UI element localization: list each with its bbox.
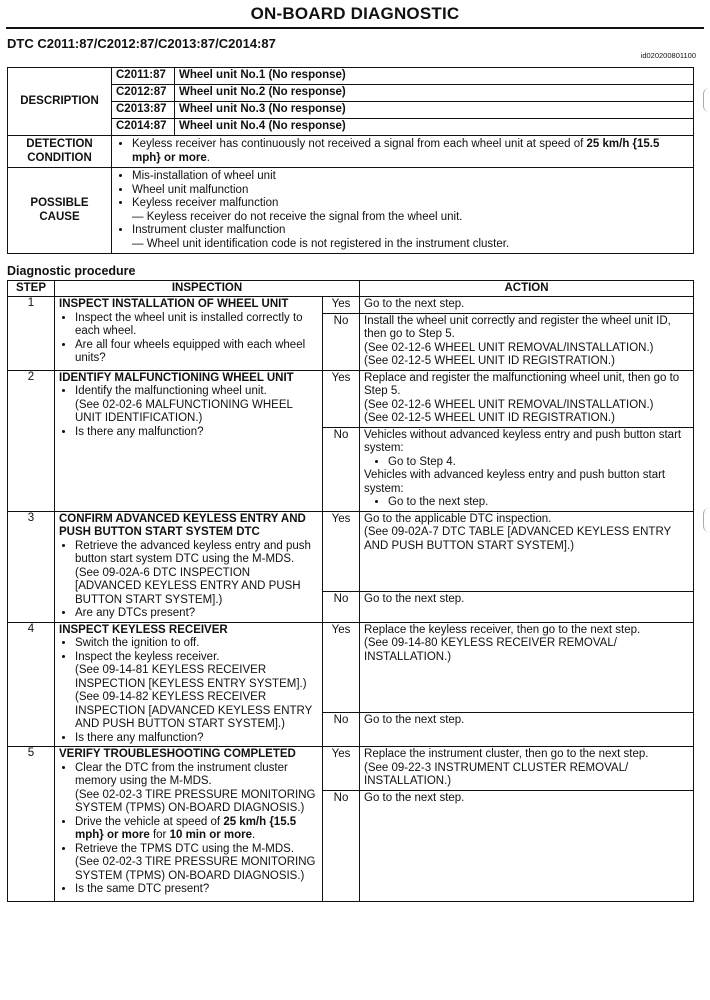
reference-text: (See 02-02-6 MALFUNCTIONING WHEEL UNIT IDENTIFICATION.) — [75, 398, 293, 424]
dtc-description-cell: Wheel unit No.2 (No response) — [175, 85, 694, 102]
yes-label: Yes — [323, 622, 360, 712]
detection-text: Keyless receiver has continuously not received a signal from each wheel unit at speed of — [132, 138, 587, 150]
list-item: • Wheel unit malfunction — [132, 184, 689, 198]
action-cell — [360, 790, 694, 901]
action-cell — [360, 297, 694, 314]
action-line: Go to the next step. — [364, 791, 465, 804]
step-number: 4 — [8, 622, 55, 747]
duration-value: 10 min or more — [169, 829, 253, 841]
detection-text-end: . — [206, 151, 210, 164]
inspection-text: Drive the vehicle at speed of — [75, 815, 224, 828]
no-label: No — [323, 427, 360, 511]
inspection-title: INSPECT KEYLESS RECEIVER — [59, 623, 228, 636]
dtc-info-table — [7, 67, 694, 254]
action-line: Vehicles without advanced keyless entry and push button start system: — [364, 428, 682, 454]
no-label: No — [323, 313, 360, 370]
list-item: • Inspect the wheel unit is installed correctly to each wheel. — [75, 312, 318, 339]
list-item: • Is there any malfunction? — [75, 732, 318, 746]
possible-cause-label-line: CAUSE — [39, 210, 80, 223]
inspection-cell — [55, 622, 323, 747]
action-cell — [360, 511, 694, 591]
binding-mark — [703, 508, 710, 532]
list-item: • Are all four wheels equipped with each wheel units? — [75, 339, 318, 366]
table-row — [8, 622, 694, 712]
detection-label-line: DETECTION — [26, 138, 93, 150]
cause-subnote: — Wheel unit identification code is not registered in the instrument cluster. — [132, 237, 510, 250]
inspection-title: VERIFY TROUBLESHOOTING COMPLETED — [59, 748, 296, 760]
dtc-heading: DTC C2011:87/C2012:87/C2013:87/C2014:87 — [7, 36, 276, 51]
inspection-cell — [55, 370, 323, 511]
yes-label: Yes — [323, 370, 360, 427]
list-item — [132, 197, 689, 224]
action-line: (See 02-12-6 WHEEL UNIT REMOVAL/INSTALLATION.) — [364, 398, 654, 411]
inspection-text: Retrieve the advanced keyless entry and push button start system DTC using the M-MDS. — [75, 539, 311, 565]
inspection-cell — [55, 747, 323, 902]
action-line: (See 02-12-5 WHEEL UNIT ID REGISTRATION.) — [364, 412, 615, 424]
list-item — [75, 540, 318, 608]
inspection-text: Identify the malfunctioning wheel unit. — [75, 385, 267, 397]
table-header-row — [8, 281, 694, 297]
dtc-code-cell: C2012:87 — [112, 85, 175, 102]
possible-cause-row — [8, 168, 694, 254]
action-line: Replace and register the malfunctioning wheel unit, then go to Step 5. — [364, 371, 680, 397]
detection-label — [8, 136, 112, 168]
description-label: DESCRIPTION — [8, 68, 112, 136]
list-item: • Go to Step 4. — [388, 456, 689, 470]
title-rule — [6, 27, 704, 29]
list-item: • Is there any malfunction? — [75, 426, 318, 440]
list-item — [75, 843, 318, 884]
inspection-text: Retrieve the TPMS DTC using the M-MDS. — [75, 842, 294, 855]
binding-mark — [703, 88, 710, 112]
step-number: 1 — [8, 297, 55, 371]
list-item: • Mis-installation of wheel unit — [132, 170, 689, 184]
list-item — [75, 651, 318, 732]
list-item — [75, 385, 318, 426]
no-label: No — [323, 712, 360, 746]
step-number: 2 — [8, 370, 55, 511]
list-item: • Is the same DTC present? — [75, 883, 318, 897]
action-line: Go to the next step. — [364, 592, 465, 605]
table-row — [8, 511, 694, 591]
document-id: id020200801100 — [640, 51, 696, 60]
no-label: No — [323, 790, 360, 901]
action-cell — [360, 747, 694, 791]
diagnostic-procedure-heading: Diagnostic procedure — [7, 264, 136, 278]
inspection-cell — [55, 297, 323, 371]
step-number: 3 — [8, 511, 55, 622]
inspection-cell — [55, 511, 323, 622]
list-item: • Go to the next step. — [388, 496, 689, 510]
inspection-text: . — [252, 829, 256, 841]
dtc-code-cell: C2011:87 — [112, 68, 175, 85]
cause-text: Keyless receiver malfunction — [132, 197, 279, 209]
column-header-action: ACTION — [360, 281, 694, 297]
yes-label: Yes — [323, 297, 360, 314]
reference-text: (See 09-14-82 KEYLESS RECEIVER INSPECTION [ADVANCED KEYLESS ENTRY AND PUSH BUTTON START SYSTEM].) — [75, 691, 313, 730]
inspection-title: CONFIRM ADVANCED KEYLESS ENTRY AND PUSH BUTTON START SYSTEM DTC — [59, 512, 306, 538]
yes-label: Yes — [323, 747, 360, 791]
detection-label-line: CONDITION — [27, 151, 92, 164]
dtc-code-cell: C2013:87 — [112, 102, 175, 119]
column-header-inspection: INSPECTION — [55, 281, 360, 297]
inspection-text: Inspect the keyless receiver. — [75, 650, 220, 663]
table-row — [8, 370, 694, 427]
action-line: Install the wheel unit correctly and register the wheel unit ID, then go to Step 5. — [364, 314, 671, 340]
detection-row — [8, 136, 694, 168]
detection-speed: 25 km/h {15.5 mph} or more — [132, 138, 660, 164]
no-label: No — [323, 591, 360, 622]
speed-value: 25 km/h {15.5 mph} or more — [75, 815, 297, 841]
list-item — [132, 224, 689, 251]
action-cell — [360, 427, 694, 511]
list-item — [75, 762, 318, 816]
action-line: Go to the next step. — [364, 298, 465, 310]
dtc-description-cell: Wheel unit No.3 (No response) — [175, 102, 694, 119]
action-line: Replace the instrument cluster, then go to the next step. — [364, 748, 649, 760]
possible-cause-label — [8, 168, 112, 254]
diagnostic-procedure-table — [7, 280, 694, 902]
action-cell — [360, 370, 694, 427]
reference-text: (See 09-14-81 KEYLESS RECEIVER INSPECTION [KEYLESS ENTRY SYSTEM].) — [75, 664, 307, 690]
yes-label: Yes — [323, 511, 360, 591]
possible-cause-list — [112, 168, 694, 254]
list-item: • Switch the ignition to off. — [75, 637, 318, 651]
action-line: (See 09-14-80 KEYLESS RECEIVER REMOVAL/ INSTALLATION.) — [364, 637, 617, 663]
list-item — [75, 816, 318, 843]
dtc-code-cell: C2014:87 — [112, 119, 175, 136]
reference-text: (See 09-02A-6 DTC INSPECTION [ADVANCED KEYLESS ENTRY AND PUSH BUTTON START SYSTEM].) — [75, 566, 301, 606]
action-line: Go to the applicable DTC inspection. — [364, 512, 552, 525]
reference-text: (See 02-02-3 TIRE PRESSURE MONITORING SYSTEM (TPMS) ON-BOARD DIAGNOSIS.) — [75, 856, 316, 882]
cause-subnote: — Keyless receiver do not receive the signal from the wheel unit. — [132, 210, 463, 223]
reference-text: (See 02-02-3 TIRE PRESSURE MONITORING SYSTEM (TPMS) ON-BOARD DIAGNOSIS.) — [75, 788, 316, 814]
dtc-description-cell: Wheel unit No.1 (No response) — [175, 68, 694, 85]
action-cell — [360, 591, 694, 622]
possible-cause-label-line: POSSIBLE — [30, 197, 89, 209]
page-title: ON-BOARD DIAGNOSTIC — [250, 4, 460, 23]
action-line: (See 09-22-3 INSTRUMENT CLUSTER REMOVAL/ INSTALLATION.) — [364, 761, 629, 787]
cause-text: Instrument cluster malfunction — [132, 224, 286, 236]
action-line: Go to the next step. — [364, 713, 465, 726]
detection-condition — [112, 136, 694, 168]
action-line: (See 09-02A-7 DTC TABLE [ADVANCED KEYLESS ENTRY AND PUSH BUTTON START SYSTEM].) — [364, 526, 672, 552]
column-header-step: STEP — [8, 281, 55, 297]
action-cell — [360, 622, 694, 712]
inspection-title: INSPECT INSTALLATION OF WHEEL UNIT — [59, 298, 289, 310]
action-cell — [360, 313, 694, 370]
inspection-text: for — [149, 829, 170, 841]
list-item: • Are any DTCs present? — [75, 607, 318, 621]
action-line: Replace the keyless receiver, then go to the next step. — [364, 623, 641, 636]
step-number: 5 — [8, 747, 55, 902]
description-row — [8, 68, 694, 85]
action-line: (See 02-12-5 WHEEL UNIT ID REGISTRATION.) — [364, 355, 615, 367]
table-row — [8, 297, 694, 314]
inspection-text: Clear the DTC from the instrument cluster memory using the M-MDS. — [75, 761, 288, 787]
inspection-title: IDENTIFY MALFUNCTIONING WHEEL UNIT — [59, 371, 294, 384]
action-line: Vehicles with advanced keyless entry and push button start system: — [364, 469, 666, 495]
action-line: (See 02-12-6 WHEEL UNIT REMOVAL/INSTALLATION.) — [364, 341, 654, 354]
action-cell — [360, 712, 694, 746]
table-row — [8, 747, 694, 791]
list-item — [132, 138, 689, 165]
dtc-description-cell: Wheel unit No.4 (No response) — [175, 119, 694, 136]
